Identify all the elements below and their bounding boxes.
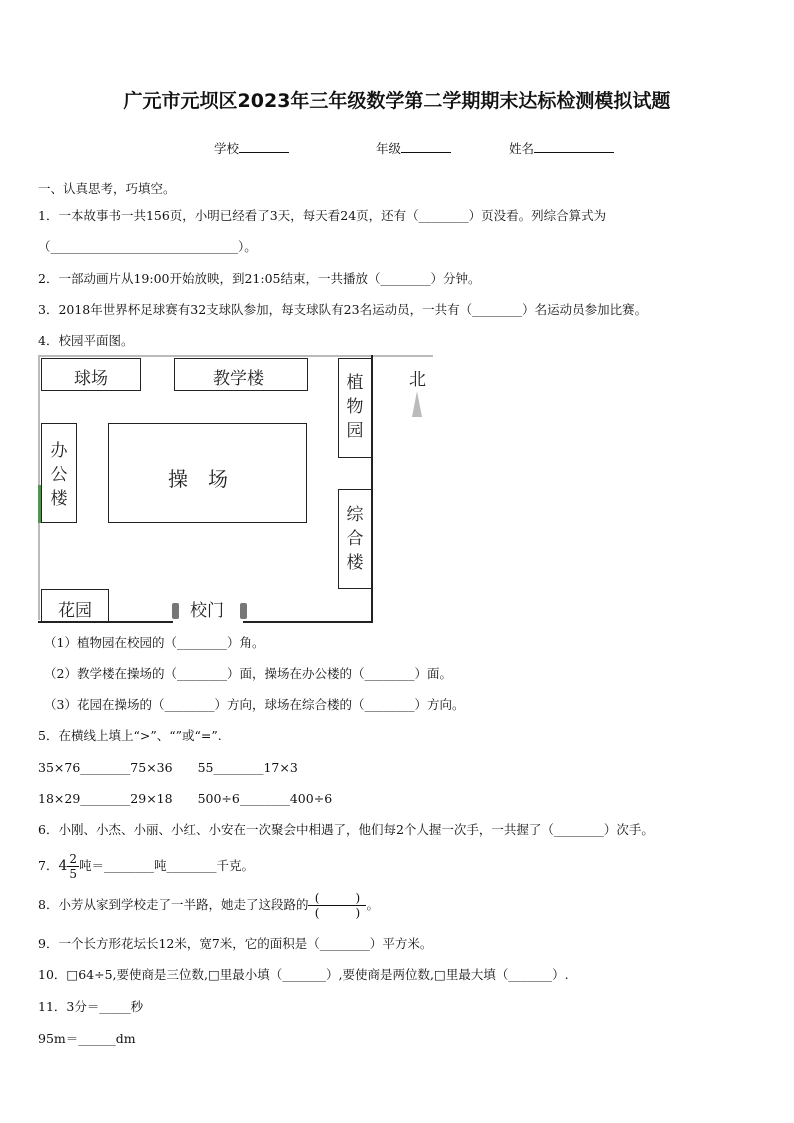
botanical-garden-label: 植物园 — [346, 373, 364, 441]
question-7-whole: 4 — [58, 858, 68, 874]
question-9: 9．一个长方形花坛长12米，宽7米，它的面积是（________）平方米。 — [38, 936, 433, 951]
north-arrow-icon — [412, 391, 422, 417]
question-2: 2．一部动画片从19:00开始放映，到21:05结束，一共播放（________）分钟。 — [38, 271, 481, 286]
grade-field — [376, 140, 451, 157]
gate-post-left — [172, 603, 179, 619]
question-8-fraction[interactable] — [308, 891, 366, 920]
question-6: 6．小刚、小杰、小丽、小红、小安在一次聚会中相遇了，他们每2个人握一次手，一共握了（________）次手。 — [38, 822, 654, 837]
school-field — [214, 140, 289, 157]
school-gate-label: 校门 — [190, 601, 224, 621]
question-10: 10．□64÷5,要使商是三位数,□里最小填（_______）,要使商是两位数,□里最大填（_______）. — [38, 967, 569, 982]
map-top-border — [38, 355, 433, 357]
question-5-row-1: 35×76________75×36 55________17×3 — [38, 760, 298, 775]
question-7-denominator: 5 — [69, 867, 78, 881]
map-bottom-wall-right — [243, 621, 373, 623]
north-label: 北 — [409, 370, 426, 390]
page-title: 广元市元坝区2023年三年级数学第二学期期末达标检测模拟试题 — [123, 90, 671, 112]
playground-label: 操 场 — [168, 467, 228, 491]
name-blank[interactable] — [534, 140, 614, 153]
question-7-fraction — [67, 852, 79, 881]
name-label: 姓名 — [509, 141, 535, 156]
question-12: 95m＝______dm — [38, 1031, 136, 1046]
football-field-label: 球场 — [74, 369, 108, 389]
question-7-suffix: 吨＝________吨________千克。 — [79, 858, 255, 873]
school-blank[interactable] — [239, 140, 289, 153]
teaching-building-label: 教学楼 — [213, 369, 264, 389]
section-heading: 一、认真思考，巧填空。 — [38, 181, 176, 196]
complex-building-label: 综合楼 — [346, 505, 364, 573]
question-7 — [38, 851, 254, 881]
question-4-sub-3: （3）花园在操场的（________）方向，球场在综合楼的（________）方向。 — [44, 697, 465, 712]
grade-blank[interactable] — [401, 140, 451, 153]
question-3: 3．2018年世界杯足球赛有32支球队参加，每支球队有23名运动员，一共有（________）名运动员参加比赛。 — [38, 302, 648, 317]
question-8-numerator: ( ) — [308, 891, 366, 906]
question-1: 1．一本故事书一共156页，小明已经看了3天，每天看24页，还有（________）页没看。列综合算式为 — [38, 208, 607, 223]
question-8-text: 8．小芳从家到学校走了一半路，她走了这段路的 — [38, 897, 309, 912]
flower-garden-label: 花园 — [58, 601, 92, 621]
question-5: 5．在横线上填上“>”、“”或“=”. — [38, 728, 222, 743]
question-8 — [38, 885, 379, 925]
grade-label: 年级 — [376, 141, 402, 156]
name-field — [509, 140, 614, 157]
office-building-label: 办公楼 — [50, 441, 68, 509]
question-7-numerator: 2 — [69, 852, 78, 866]
question-8-denominator: ( ) — [314, 906, 361, 920]
question-1-formula: （______________________________）。 — [38, 239, 257, 254]
question-11: 11．3分＝_____秒 — [38, 999, 144, 1014]
school-label: 学校 — [214, 141, 240, 156]
gate-post-right — [240, 603, 247, 619]
campus-map — [38, 355, 438, 625]
question-4: 4．校园平面图。 — [38, 333, 134, 348]
question-8-end: 。 — [366, 897, 379, 912]
question-4-sub-1: （1）植物园在校园的（________）角。 — [44, 635, 265, 650]
question-5-row-2: 18×29________29×18 500÷6________400÷6 — [38, 791, 333, 806]
question-7-prefix: 7． — [38, 858, 59, 873]
question-4-sub-2: （2）教学楼在操场的（________）面，操场在办公楼的（________）面。 — [44, 666, 452, 681]
